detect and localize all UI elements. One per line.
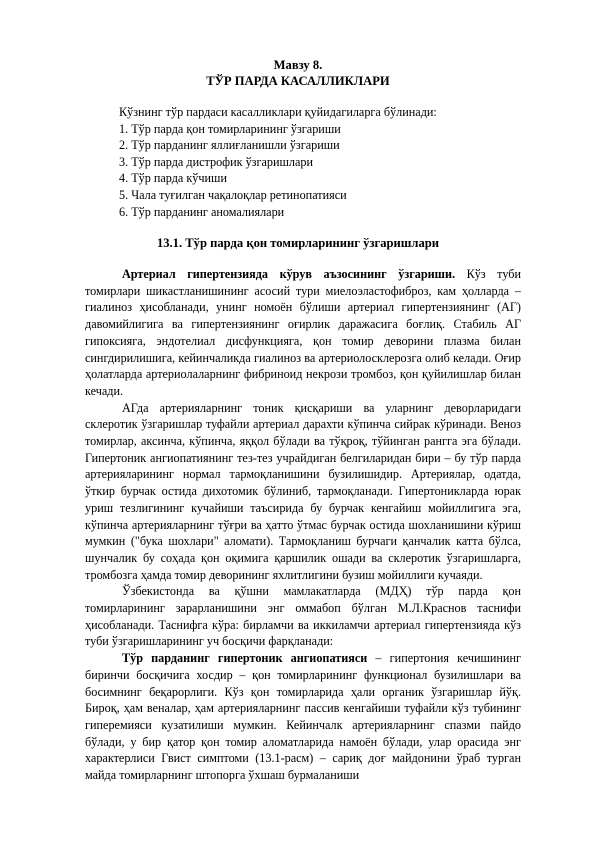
chapter-title: ТЎР ПАРДА КАСАЛЛИКЛАРИ [206, 74, 390, 88]
list-item: 1. Тўр парда қон томирларининг ўзгариши [119, 121, 341, 136]
classification-list [119, 104, 519, 220]
section-heading: 13.1. Тўр парда қон томирларининг ўзгаришлари [156, 236, 440, 250]
list-lead: Кўзнинг тўр пардаси касалликлари қуйидагиларга бўлинади: [119, 105, 437, 119]
paragraph [85, 583, 521, 650]
list-item: 6. Тўр парданинг аномалиялари [119, 204, 285, 219]
body-text [85, 266, 521, 784]
paragraph-lead-bold: Артериал гипертензияда кўрув аъзосининг ўзгариши. [122, 267, 456, 281]
paragraph [85, 400, 521, 584]
paragraph [85, 650, 521, 784]
list-item: 4. Тўр парда кўчиши [119, 171, 227, 186]
topic-number: Мавзу 8. [273, 58, 323, 72]
paragraph-lead-bold: Тўр парданинг гипертоник ангиопатияси [122, 651, 368, 666]
paragraph-text: Ўзбекистонда ва қўшни мамлакатларда (МДҲ) тўр парда қон томирларининг зарарланишини энг оммабоп бўлган М.Л.Краснов таснифи ҳисобланади. Таснифга кўра: бирламчи ва иккиламчи артериал гипертензияда кўз туби ўзгаришларининг уч босқичи фарқланади: [85, 584, 521, 649]
list-item: 2. Тўр парданинг яллиғланишли ўзгариши [119, 138, 340, 153]
paragraph [85, 266, 521, 400]
paragraph-text: Кўз туби томирлари шикастланишининг асосий тури миелоэластофиброз, кам ҳолларда – гиалиноз ҳисобланади, унинг номоён бўлиши артериал гипертензиянинг (АГ) давомийлигига ва гипертензиянинг оғирлик даражасига боғлиқ. Стабиль АГ гипоксияга, эндотелиал дисфункцияга, қон томир деворини плазма билан сингдирилишига, кейинчаликда гиалиноз ва артериолосклерозга олиб келади. Оғир ҳолатларда артериолаларнинг фибриноид некрози тромбоз, қон қуйилишлар билан кечади. [85, 267, 522, 398]
paragraph-text: АГда артерияларнинг тоник қисқариши ва уларнинг деворларидаги склеротик ўзгаришлар туфайли артериал дарахти кўпинча сийрак кўринади. Веноз томирлар, аксинча, кўпинча, яққол бўлади ва тўқроқ, тўйинган рангга эга бўлади. Гипертоник ангиопатиянинг тез-тез учрайдиган белгиларидан бири – бу тўр парда артерияларининг нормал тармоқланишини бузилишидир. Артериялар, одатда, ўткир бурчак остида дихотомик бўлиниб, тармоқланади. Гипертоникларда юрак уриш тезлигининг кучайиши таъсирида бу бурчак кенгайиш мойиллигига эга, кўпинча артерияларнинг тўғри ва ҳатто ўтмас бурчак остида шохланишини кўриш мумкин ("бука шохлари" аломати). Тармоқланиш бурчаги қанчалик катта бўлса, шунчалик бу соҳада қон оқимига қаршилик ошади ва склеротик ўзгаришларга, тромбозга ҳамда томир деворининг яхлитлигини бузиш мойиллиги кучаяди. [85, 400, 521, 582]
paragraph-text: – гипертония кечишининг биринчи босқичига хосдир – қон томирларининг функционал бузилишлари ва босимнинг беқарорлиги. Кўз қон томирларида ҳали органик ўзгаришлар йўқ. Бироқ, ҳам веналар, ҳам артерияларнинг пассив кенгайиши туфайли кўз тубининг гиперемияси кузатилиши мумкин. Кейинчалк артерияларнинг спазми пайдо бўлади, у бир қатор қон томир аломатларида намоён бўлади, улар орасида энг характерлиси Гвист симптоми (13.1-расм) – сариқ доғ майдонини ўраб турган майда томирларнинг штопорга ўхшаш бурмаланиши [85, 651, 521, 783]
list-item: 3. Тўр парда дистрофик ўзгаришлари [119, 154, 313, 169]
list-item: 5. Чала туғилган чақалоқлар ретинопатияси [119, 187, 347, 202]
